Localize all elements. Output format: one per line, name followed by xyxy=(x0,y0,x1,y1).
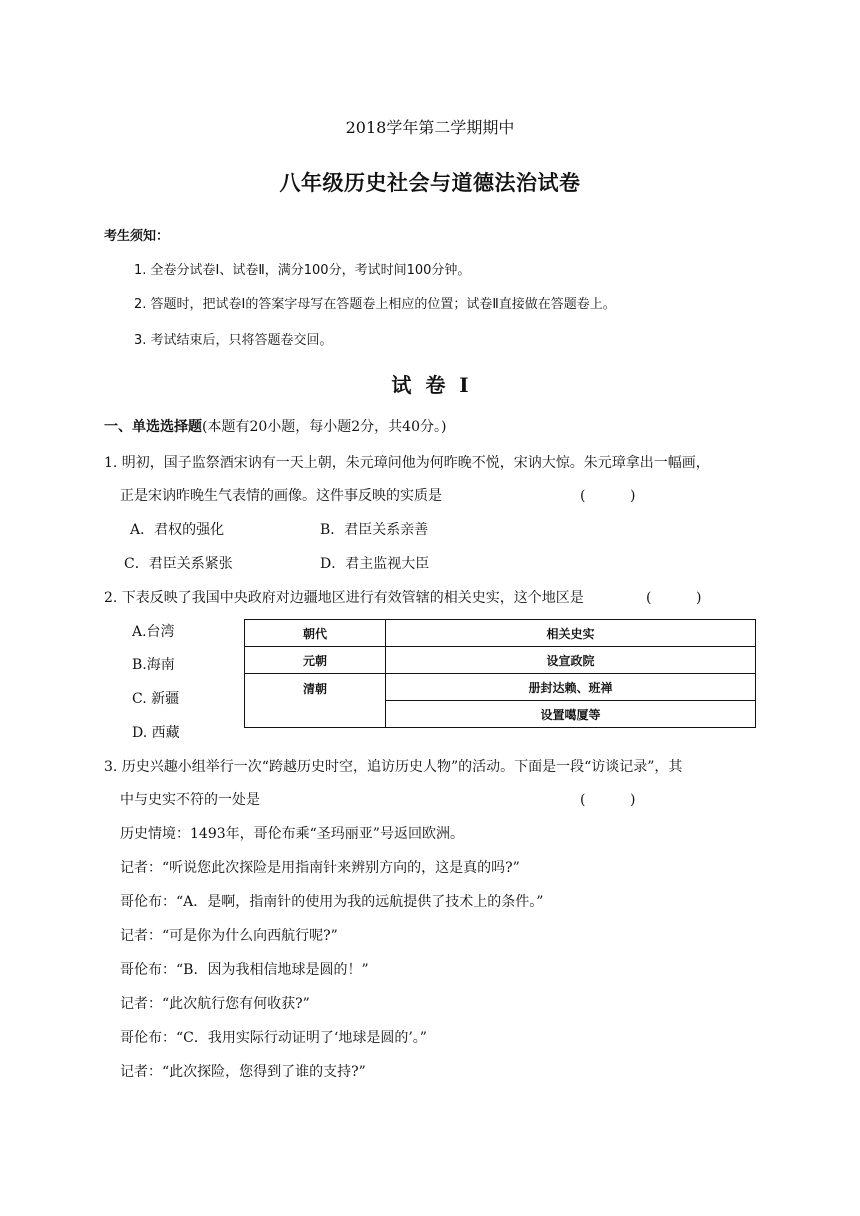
section-heading-note: (本题有20小题，每小题2分，共40分。) xyxy=(202,419,447,435)
notice-heading: 考生须知： xyxy=(104,229,170,244)
question-1-line-1: 1. 明初，国子监祭酒宋讷有一天上朝，朱元璋问他为何昨晚不悦，宋讷大惊。朱元璋拿出一幅画， xyxy=(104,455,710,471)
question-2-answer-bracket: ( ) xyxy=(646,590,702,606)
question-3-answer-bracket: ( ) xyxy=(580,792,636,808)
table-cell-dynasty: 元朝 xyxy=(245,647,386,674)
table-header-row xyxy=(245,620,756,647)
dynasty-facts-table xyxy=(244,619,756,728)
question-1-line-2: 正是宋讷昨晚生气表情的画像。这件事反映的实质是 xyxy=(120,488,442,504)
dialogue-line: 历史情境：1493年，哥伦布乘“圣玛丽亚”号返回欧洲。 xyxy=(120,826,464,842)
dialogue-line: 哥伦布：“A．是啊，指南针的使用为我的远航提供了技术上的条件。” xyxy=(120,894,544,910)
question-2-option-c: C. 新疆 xyxy=(132,691,180,707)
paper-section-title: 试 卷 Ⅰ xyxy=(391,373,469,397)
question-2-option-a: A.台湾 xyxy=(132,624,175,640)
table-cell-fact: 设置噶厦等 xyxy=(386,701,756,728)
question-3-line-1: 3. 历史兴趣小组举行一次“跨越历史时空，追访历史人物”的活动。下面是一段“访谈记录”，其 xyxy=(104,759,683,775)
dialogue-line: 哥伦布：“B．因为我相信地球是圆的！” xyxy=(120,962,369,978)
dialogue-line: 记者：“可是你为什么向西航行呢?” xyxy=(120,928,338,944)
question-2-option-b: B.海南 xyxy=(132,657,175,673)
dialogue-line: 记者：“此次探险，您得到了谁的支持?” xyxy=(120,1064,366,1080)
notice-item-3: 3. 考试结束后，只将答题卷交回。 xyxy=(134,333,333,348)
question-2-line-1: 2. 下表反映了我国中央政府对边疆地区进行有效管辖的相关史实，这个地区是 xyxy=(104,590,584,606)
notice-item-1: 1. 全卷分试卷Ⅰ、试卷Ⅱ，满分100分，考试时间100分钟。 xyxy=(134,263,471,278)
question-1-option-c: C．君臣关系紧张 xyxy=(124,556,233,572)
exam-subject-title: 八年级历史社会与道德法治试卷 xyxy=(279,170,581,195)
dialogue-line: 记者：“此次航行您有何收获?” xyxy=(120,996,310,1012)
table-row xyxy=(245,647,756,674)
table-cell-fact: 册封达赖、班禅 xyxy=(386,674,756,701)
table-header-facts: 相关史实 xyxy=(386,620,756,647)
question-3-line-2: 中与史实不符的一处是 xyxy=(120,792,260,808)
table-row xyxy=(245,674,756,701)
question-2-option-d: D. 西藏 xyxy=(132,725,180,741)
question-1-answer-bracket: ( ) xyxy=(580,488,636,504)
question-1-option-b: B．君臣关系亲善 xyxy=(320,522,429,538)
table-cell-fact: 设宣政院 xyxy=(386,647,756,674)
section-heading-label: 一、单选选择题 xyxy=(104,419,202,435)
exam-term-title: 2018学年第二学期期中 xyxy=(345,118,515,137)
question-1-option-d: D．君主监视大臣 xyxy=(320,556,430,572)
table-cell-dynasty: 清朝 xyxy=(245,674,386,728)
dialogue-line: 记者：“听说您此次探险是用指南针来辨别方向的，这是真的吗?” xyxy=(120,860,520,876)
notice-item-2: 2. 答题时，把试卷Ⅰ的答案字母写在答题卷上相应的位置；试卷Ⅱ直接做在答题卷上。 xyxy=(134,297,616,312)
section-heading xyxy=(104,420,446,434)
question-1-option-a: A．君权的强化 xyxy=(130,522,225,538)
dialogue-line: 哥伦布：“C．我用实际行动证明了‘地球是圆的’。” xyxy=(120,1030,427,1046)
table-header-dynasty: 朝代 xyxy=(245,620,386,647)
